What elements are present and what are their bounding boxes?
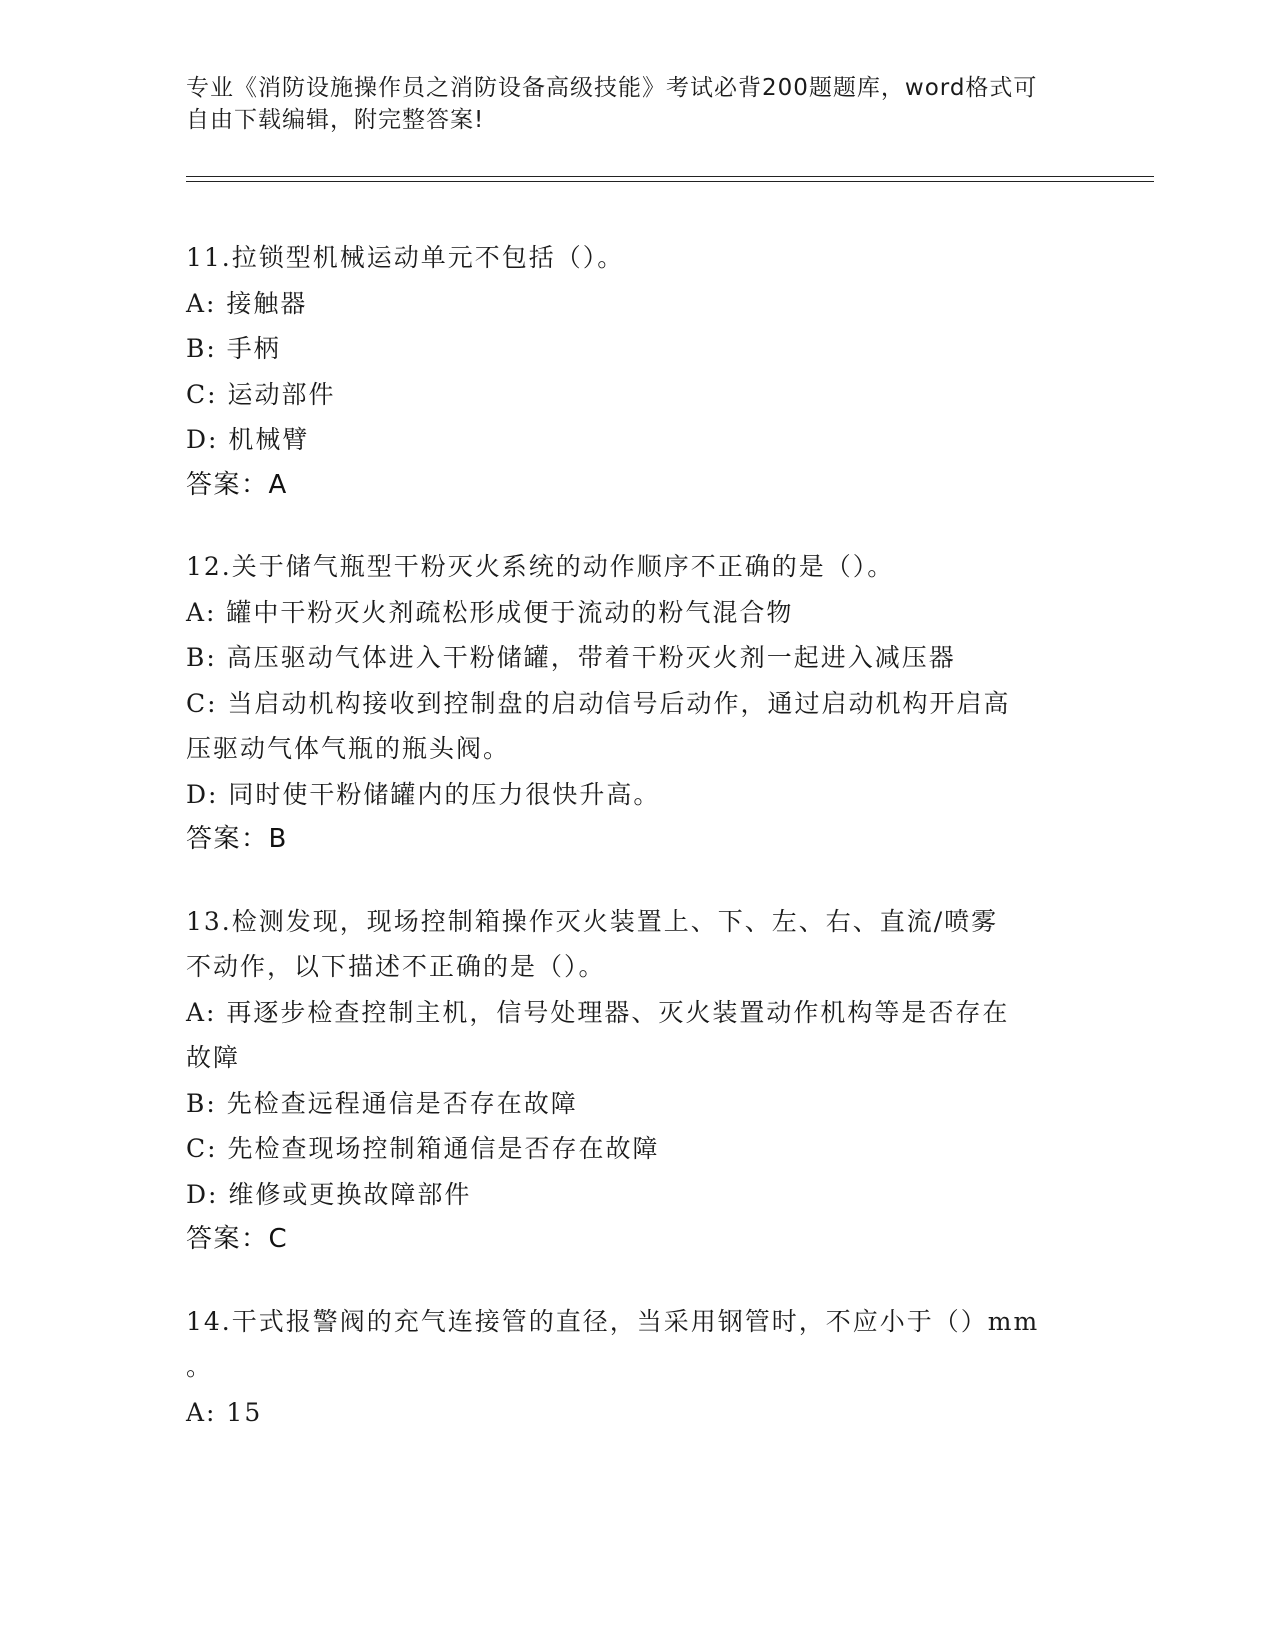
question-stem-continued: 。	[186, 1352, 214, 1381]
option-c: C: 当启动机构接收到控制盘的启动信号后动作，通过启动机构开启高	[186, 688, 1011, 718]
question-12	[186, 544, 1086, 863]
question-stem: 12.关于储气瓶型干粉灭火系统的动作顺序不正确的是（）。	[186, 552, 895, 581]
option-d: D: 维修或更换故障部件	[186, 1179, 472, 1209]
option-b: B: 先检查远程通信是否存在故障	[186, 1088, 578, 1118]
question-11	[186, 235, 1086, 508]
question-13	[186, 899, 1086, 1263]
option-d: D: 机械臂	[186, 425, 310, 454]
option-c-continued: 压驱动气体气瓶的瓶头阀。	[186, 734, 511, 763]
header-divider-top	[186, 176, 1154, 177]
answer-line: 答案：A	[186, 469, 288, 500]
question-14	[186, 1299, 1086, 1436]
header-title-line-1: 专业《消防设施操作员之消防设备高级技能》考试必背200题题库，word格式可	[186, 75, 1038, 101]
option-a: A: 再逐步检查控制主机，信号处理器、灭火装置动作机构等是否存在	[186, 997, 1010, 1027]
option-a: A: 15	[186, 1397, 263, 1427]
option-b: B: 手柄	[186, 334, 281, 363]
question-list	[186, 235, 1086, 1471]
answer-line: 答案：C	[186, 1224, 289, 1254]
option-a: A: 接触器	[186, 288, 308, 318]
option-d: D: 同时使干粉储罐内的压力很快升高。	[186, 779, 661, 809]
question-stem-continued: 不动作，以下描述不正确的是（）。	[186, 952, 606, 981]
option-a: A: 罐中干粉灭火剂疏松形成便于流动的粉气混合物	[186, 597, 794, 627]
option-c: C: 先检查现场控制箱通信是否存在故障	[186, 1134, 660, 1163]
header-divider-bottom	[186, 181, 1154, 182]
option-b: B: 高压驱动气体进入干粉储罐，带着干粉灭火剂一起进入减压器	[186, 643, 956, 672]
option-a-continued: 故障	[186, 1043, 241, 1072]
question-stem: 14.干式报警阀的充气连接管的直径，当采用钢管时，不应小于（）mm	[186, 1306, 1040, 1336]
question-stem: 11.拉锁型机械运动单元不包括（）。	[186, 243, 625, 272]
header-title-line-2: 自由下载编辑，附完整答案!	[186, 107, 485, 133]
option-c: C: 运动部件	[186, 379, 336, 409]
question-stem: 13.检测发现，现场控制箱操作灭火装置上、下、左、右、直流/喷雾	[186, 906, 999, 936]
answer-line: 答案：B	[186, 824, 288, 854]
document-header	[186, 72, 1086, 136]
